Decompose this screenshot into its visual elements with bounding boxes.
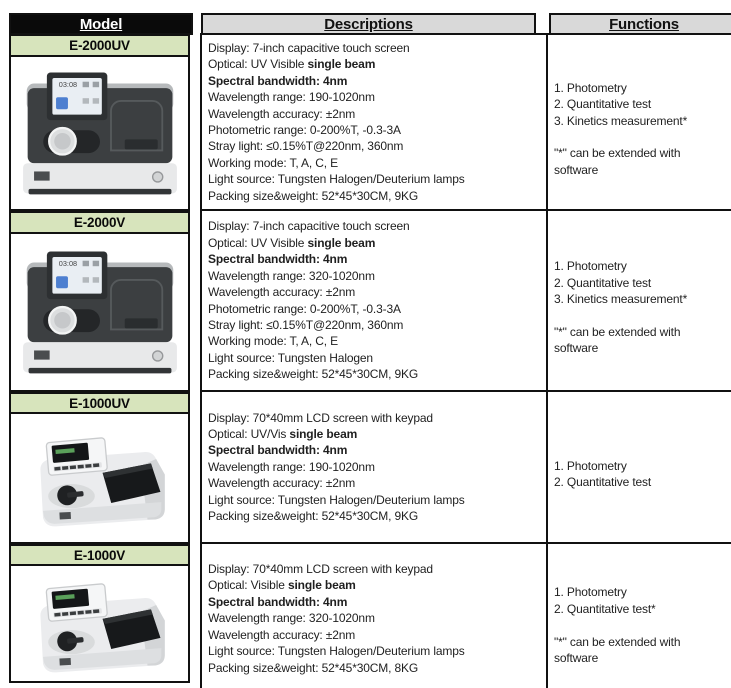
function-line: 2. Quantitative test: [554, 97, 652, 112]
spec-line: Packing size&weight: 52*45*30CM, 9KG: [208, 188, 419, 203]
spec-line: Optical: UV Visible single beam: [208, 57, 376, 72]
spec-line: Spectral bandwidth: 4nm: [208, 73, 348, 88]
spec-line: Photometric range: 0-200%T, -0.3-3A: [208, 123, 401, 137]
model-name-cell: E-1000UV: [9, 392, 190, 414]
column-header-functions: Functions: [549, 13, 731, 35]
product-image-cell: [9, 564, 190, 683]
spec-line: Display: 7-inch capacitive touch screen: [208, 219, 410, 234]
spec-line: Display: 70*40mm LCD screen with keypad: [208, 562, 433, 577]
spec-line: Optical: UV Visible single beam: [208, 235, 376, 250]
spec-line: Stray light: ≤0.15%T@220nm, 360nm: [208, 317, 404, 332]
spec-line: Packing size&weight: 52*45*30CM, 9KG: [208, 509, 419, 524]
function-line: software: [554, 162, 599, 177]
product-image-cell: [9, 55, 190, 211]
spec-line: Working mode: T, A, C, E: [208, 334, 339, 349]
spec-line: Stray light: ≤0.15%T@220nm, 360nm: [208, 139, 404, 154]
spec-line: Wavelength range: 190-1020nm: [208, 90, 375, 105]
spec-line: Spectral bandwidth: 4nm: [208, 443, 348, 458]
function-line: [554, 308, 731, 324]
function-line: [554, 617, 731, 633]
function-line: 1. Photometry: [554, 259, 627, 274]
function-line: 2. Quantitative test: [554, 275, 652, 290]
function-line: "*" can be extended with: [554, 146, 681, 161]
spec-line: Optical: Visible single beam: [208, 578, 356, 593]
spec-line: Spectral bandwidth: 4nm: [208, 594, 348, 609]
spec-line: Packing size&weight: 52*45*30CM, 8KG: [208, 660, 419, 675]
function-line: 1. Photometry: [554, 80, 627, 95]
product-image-cell: [9, 232, 190, 392]
functions-cell: [546, 209, 731, 392]
spec-line: Display: 7-inch capacitive touch screen: [208, 40, 410, 55]
spec-line: Light source: Tungsten Halogen: [208, 350, 373, 365]
function-line: software: [554, 341, 599, 356]
spec-line: Wavelength accuracy: ±2nm: [208, 476, 356, 491]
column-header-descriptions: Descriptions: [201, 13, 536, 35]
spec-line: Wavelength accuracy: ±2nm: [208, 106, 356, 121]
function-line: 3. Kinetics measurement*: [554, 292, 688, 307]
spectrophotometer-photo-e1000: [12, 421, 188, 535]
product-image-cell: [9, 412, 190, 544]
spec-line: Light source: Tungsten Halogen/Deuterium lamps: [208, 492, 465, 507]
spec-line: Spectral bandwidth: 4nm: [208, 252, 348, 267]
spectrophotometer-photo-e2000: [13, 60, 187, 206]
function-line: 2. Quantitative test: [554, 475, 652, 489]
spec-line: Wavelength accuracy: ±2nm: [208, 627, 356, 642]
spec-line: Wavelength range: 320-1020nm: [208, 611, 375, 626]
spec-line: Packing size&weight: 52*45*30CM, 9KG: [208, 367, 419, 382]
column-header-model: Model: [9, 13, 193, 35]
description-cell: [200, 33, 548, 211]
spec-line: Optical: UV/Vis single beam: [208, 426, 358, 441]
function-line: 1. Photometry: [554, 458, 627, 473]
function-line: "*" can be extended with: [554, 324, 681, 339]
description-cell: [200, 209, 548, 392]
spectrophotometer-photo-e2000: [13, 239, 187, 385]
model-name-cell: E-1000V: [9, 544, 190, 566]
model-name-cell: E-2000UV: [9, 34, 190, 57]
functions-cell: [546, 33, 731, 211]
description-cell: [200, 542, 548, 688]
spec-line: Display: 70*40mm LCD screen with keypad: [208, 410, 433, 425]
description-cell: [200, 390, 548, 544]
spec-line: Wavelength range: 190-1020nm: [208, 459, 375, 474]
function-line: 3. Kinetics measurement*: [554, 113, 688, 128]
function-line: [554, 129, 731, 145]
function-line: 2. Quantitative test*: [554, 601, 656, 616]
spectrophotometer-photo-e1000: [12, 567, 188, 681]
functions-cell: [546, 390, 731, 544]
spec-line: Light source: Tungsten Halogen/Deuterium lamps: [208, 172, 465, 187]
function-line: 1. Photometry: [554, 585, 627, 600]
functions-cell: [546, 542, 731, 688]
spec-line: Light source: Tungsten Halogen/Deuterium lamps: [208, 644, 465, 659]
spec-line: Wavelength range: 320-1020nm: [208, 268, 375, 283]
function-line: software: [554, 651, 599, 666]
function-line: "*" can be extended with: [554, 634, 681, 649]
spec-line: Wavelength accuracy: ±2nm: [208, 285, 356, 300]
spec-line: Photometric range: 0-200%T, -0.3-3A: [208, 301, 401, 316]
spec-line: Working mode: T, A, C, E: [208, 155, 339, 170]
model-name-cell: E-2000V: [9, 211, 190, 234]
